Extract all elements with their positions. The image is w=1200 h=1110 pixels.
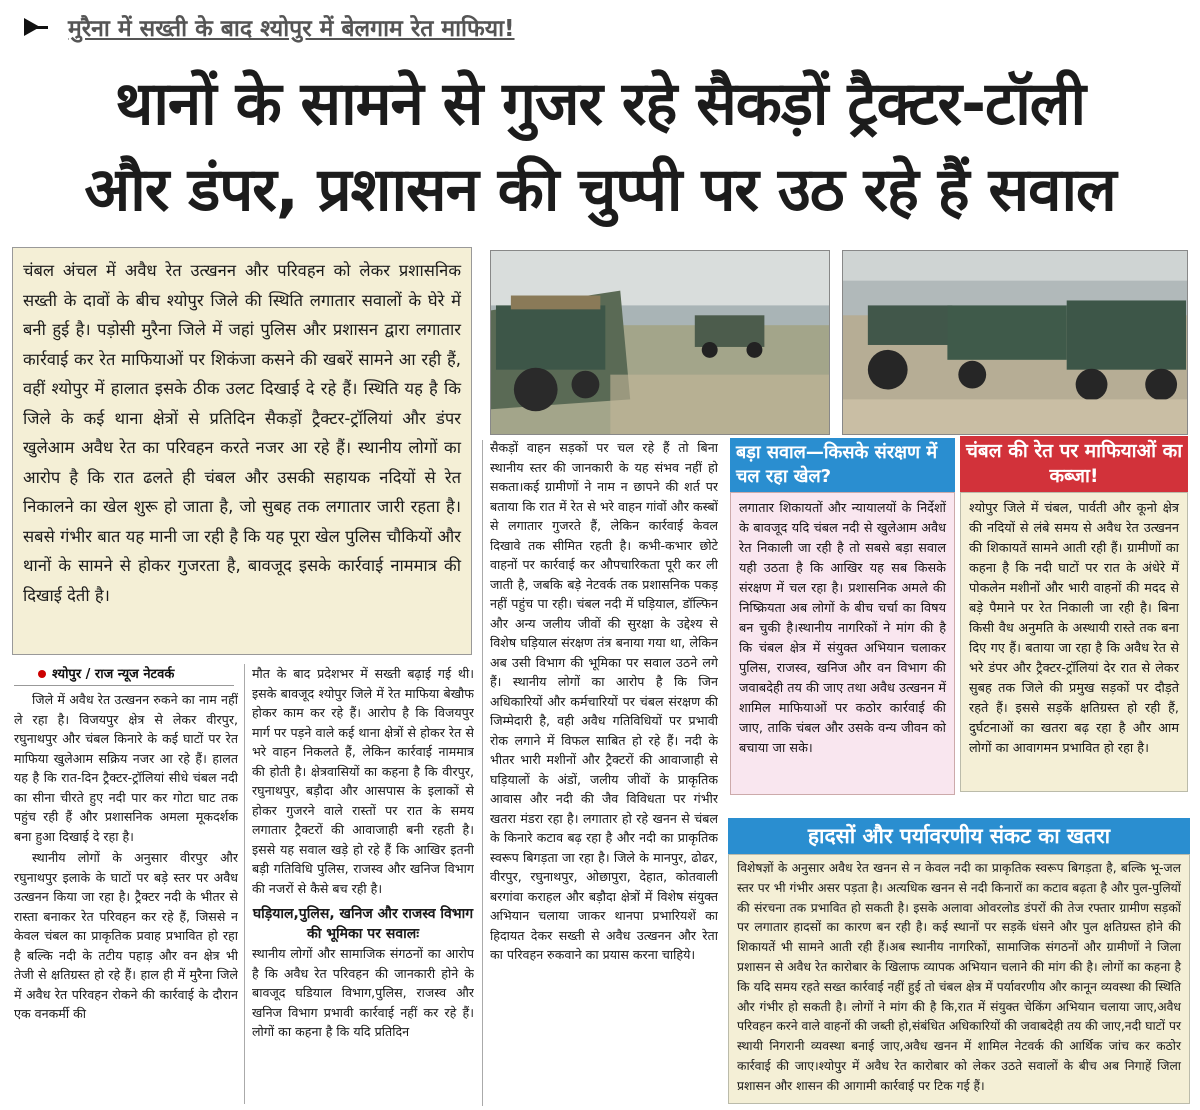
box-blue-title: बड़ा सवाल—किसके संरक्षण में चल रहा खेल?: [730, 438, 955, 492]
headline-line-2: और डंपर, प्रशासन की चुप्पी पर उठ रहे हैं सवाल: [84, 155, 1116, 225]
column-2-text-2: स्थानीय लोगों और सामाजिक संगठनों का आरोप है कि अवैध रेत परिवहन की जानकारी होने के बावजूद घडियाल विभाग,पुलिस, राजस्व और खनिज विभाग प्रभावी कार्रवाई नहीं कर रहे हैं। लोगों का कहना है कि यदि प्रतिदिन: [252, 946, 474, 1039]
headline-line-1: थानों के सामने से गुजर रहे सैकड़ों ट्रैक्टर-टॉली: [114, 69, 1085, 139]
intro-box: चंबल अंचल में अवैध रेत उत्खनन और परिवहन को लेकर प्रशासनिक सख्ती के दावों के बीच श्योपुर जिले की स्थिति लगातार सवालों के घेरे में बनी हुई है। पड़ोसी मुरैना जिले में जहां पुलिस और प्रशासन द्वारा लगातार कार्रवाई कर रेत माफियाओं पर शिकंजा कसने की खबरें सामने आ रही हैं, वहीं श्योपुर में हालात इसके ठीक उलट दिखाई दे रहे हैं। स्थिति यह है कि जिले के कई थाना क्षेत्रों से प्रतिदिन सैकड़ों ट्रैक्टर-ट्रॉलियां और डंपर खुलेआम अवैध रेत का परिवहन करते नजर आ रहे हैं। स्थानीय लोगों का आरोप है कि रात ढलते ही चंबल और उसकी सहायक नदियों से रेत निकालने का खेल शुरू हो जाता है, जो सुबह तक लगातार जारी रहता है। सबसे गंभीर बात यह मानी जा रही है कि यह पूरा खेल पुलिस चौकियों और थानों के सामने से होकर गुजरता है, बावजूद इसके कार्रवाई नाममात्र की दिखाई देती है।: [12, 247, 472, 655]
byline: [14, 664, 234, 686]
news-photo-right: [842, 250, 1188, 435]
box-env-title: हादसों और पर्यावरणीय संकट का खतरा: [728, 818, 1190, 854]
red-dot-icon: [38, 670, 46, 678]
column-divider: [482, 440, 483, 1106]
column-2-text-1: मौत के बाद प्रदेशभर में सख्ती बढ़ाई गई थी। इसके बावजूद श्योपुर जिले में रेत माफिया बेखौफ होकर काम कर रहे हैं। आरोप है कि विजयपुर मार्ग पर पड़ने वाले कई थाना क्षेत्रों से होकर रेत से भरे वाहन निकलते हैं, लेकिन कार्रवाई नाममात्र की होती है। क्षेत्रवासियों का कहना है कि वीरपुर, रघुनाथपुर, बड़ौदा और आसपास के इलाकों से होकर गुजरने वाले रास्तों पर रात के समय लगातार ट्रैक्टरों की आवाजाही बनी रहती है। इससे यह सवाल खड़े हो रहे हैं कि आखिर इतनी बड़ी गतिविधि पुलिस, राजस्व और खनिज विभाग की नजरों से कैसे बच रही है।: [252, 666, 474, 896]
column-2-subhead: घड़ियाल,पुलिस, खनिज और राजस्व विभाग की भूमिका पर सवालः: [252, 906, 474, 942]
arrow-head-icon: [24, 18, 40, 36]
byline-text: श्योपुर / राज न्यूज नेटवर्क: [52, 667, 175, 682]
box-env-body: विशेषज्ञों के अनुसार अवैध रेत खनन से न केवल नदी का प्राकृतिक स्वरूप बिगड़ता है, बल्कि भू-जल स्तर पर भी गंभीर असर पड़ता है। अत्यधिक खनन से नदी किनारों का कटाव बढ़ता है और पुल-पुलियों की संरचना तक प्रभावित हो सकती है। इसके अलावा ओवरलोड डंपरों की तेज रफ्तार ग्रामीण सड़कों पर लगातार हादसों का कारण बन रही है। कई स्थानों पर सड़कें धंसने और पुल क्षतिग्रस्त होने की शिकायतें भी सामने आती रही हैं।अब स्थानीय नागरिकों, सामाजिक संगठनों और ग्रामीणों ने जिला प्रशासन से अवैध रेत कारोबार के खिलाफ व्यापक अभियान चलाने की मांग की है। लोगों का कहना है कि यदि समय रहते सख्त कार्रवाई नहीं हुई तो चंबल क्षेत्र में पर्यावरणीय और कानून व्यवस्था की स्थिति और गंभीर हो सकती है। लोगों ने मांग की है कि,रात में संयुक्त चेकिंग अभियान चलाया जाए,अवैध परिवहन करने वाले वाहनों की जब्ती हो,संबंधित अधिकारियों की जवाबदेही तय की जाए,नदी घाटों पर स्थायी निगरानी व्यवस्था बनाई जाए,अवैध खनन में शामिल नेटवर्क की आर्थिक जांच कर कठोर कार्रवाई की जाए।श्योपुर में अवैध रेत कारोबार को लेकर उठते सवालों के बीच अब निगाहें जिला प्रशासन और शासन की आगामी कार्रवाई पर टिक गई हैं।: [728, 854, 1190, 1104]
kicker: [10, 10, 570, 44]
news-photo-left: [490, 250, 830, 435]
column-1-paragraph-1: जिले में अवैध रेत उत्खनन रुकने का नाम नहीं ले रहा है। विजयपुर क्षेत्र से लेकर वीरपुर, रघुनाथपुर और चंबल किनारे के कई घाटों पर रेत माफिया खुलेआम सक्रिय नजर आ रहे हैं। हालत यह है कि रात-दिन ट्रैक्टर-ट्रॉलियां सीधे चंबल नदी का सीना चीरते हुए नदी पार कर गोटा घाट तक पहुंच रही हैं और प्रशासनिक अमला मूकदर्शक बना हुआ दिखाई दे रहा है।: [14, 692, 238, 844]
kicker-text: मुरैना में सख्ती के बाद श्योपुर में बेलगाम रेत माफिया!: [68, 16, 515, 42]
column-1-paragraph-2: स्थानीय लोगों के अनुसार वीरपुर और रघुनाथपुर इलाके के घाटों पर बड़े स्तर पर अवैध उत्खनन किया जा रहा है। ट्रैक्टर नदी के भीतर से रास्ता बनाकर रेत परिवहन कर रहे हैं, जिससे न केवल चंबल का प्राकृतिक प्रवाह प्रभावित हो रहा है बल्कि नदी के तटीय पहाड़ और वन क्षेत्र भी तेजी से क्षतिग्रस्त हो रहे हैं। हाल ही में मुरैना जिले में अवैध रेत परिवहन रोकने की कार्रवाई के दौरान एक वनकर्मी की: [14, 850, 238, 1021]
box-red-body: श्योपुर जिले में चंबल, पार्वती और कूनो क्षेत्र की नदियों से लंबे समय से अवैध रेत उत्खनन की शिकायतें सामने आती रही हैं। ग्रामीणों का कहना है कि नदी घाटों पर रात के अंधेरे में पोकलेन मशीनों और भारी वाहनों की मदद से बड़े पैमाने पर रेत निकाली जा रही है। बिना किसी वैध अनुमति के अस्थायी रास्ते तक बना दिए गए हैं। बताया जा रहा है कि अवैध रेत से भरे डंपर और ट्रैक्टर-ट्रॉलियां देर रात से लेकर सुबह तक जिले की प्रमुख सड़कों पर दौड़ते रहते हैं। इससे सड़कें क्षतिग्रस्त हो रही हैं, दुर्घटनाओं का खतरा बढ़ रहा है और आम लोगों का आवागमन प्रभावित हो रहा है।: [960, 492, 1188, 792]
article-column-3: सैकड़ों वाहन सड़कों पर चल रहे हैं तो बिना स्थानीय स्तर की जानकारी के यह संभव नहीं हो सकता।कई ग्रामीणों ने नाम न छापने की शर्त पर बताया कि रात में रेत से भरे वाहन गांवों और कस्बों से लगातार गुजरते हैं, लेकिन कार्रवाई केवल दिखावे तक सीमित रहती है। कभी-कभार छोटे वाहनों पर कार्रवाई कर औपचारिकता पूरी कर ली जाती है, जबकि बड़े नेटवर्क तक प्रशासनिक पकड़ नहीं पहुंच पा रही। चंबल नदी में घड़ियाल, डॉल्फिन और अन्य जलीय जीवों की सुरक्षा के उद्देश्य से विशेष घड़ियाल संरक्षण तंत्र बनाया गया था, लेकिन अब उसी विभाग की भूमिका पर सवाल उठने लगे हैं। स्थानीय लोगों का आरोप है कि जिन अधिकारियों और कर्मचारियों पर चंबल संरक्षण की जिम्मेदारी है, वही अवैध गतिविधियों पर प्रभावी रोक लगाने में विफल साबित हो रहे हैं। नदी के भीतर भारी मशीनों और ट्रैक्टरों की आवाजाही से घड़ियालों के अंडों, जलीय जीवों के प्राकृतिक आवास और नदी की जैव विविधता पर गंभीर खतरा मंडरा रहा है। लगातार हो रहे खनन से चंबल के किनारे कटाव बढ़ रहा है और नदी का प्राकृतिक स्वरूप बिगड़ता जा रहा है। जिले के मानपुर, ढोढर, वीरपुर, रघुनाथपुर, ओछापुरा, देहात, कोतवाली बरगांवा कराहल और बड़ौदा क्षेत्रों में विशेष संयुक्त अभियान चलाया जाकर थानपा प्रभारियशें का हिदायत देकर सख्ती से अवैध उत्खनन और रेता का परिवहन रुकवाने का प्रयास करना चाहिये।: [490, 440, 718, 962]
column-divider: [244, 664, 245, 1104]
article-column-1: [14, 690, 238, 1105]
box-red-title: चंबल की रेत पर माफियाओं का कब्जा!: [960, 436, 1188, 492]
article-column-2: [252, 664, 474, 1106]
box-blue-body: लगातार शिकायतों और न्यायालयों के निर्देशों के बावजूद यदि चंबल नदी से खुलेआम अवैध रेत निकाली जा रही है तो सबसे बड़ा सवाल यही उठता है कि आखिर यह सब किसके संरक्षण में चल रहा है। प्रशासनिक अमले की निष्क्रियता अब लोगों के बीच चर्चा का विषय बन चुकी है।स्थानीय नागरिकों ने मांग की है कि चंबल क्षेत्र में संयुक्त अभियान चलाकर पुलिस, राजस्व, खनिज और वन विभाग की जवाबदेही तय की जाए तथा अवैध उत्खनन में शामिल माफियाओं पर कठोर कार्रवाई की जाए, ताकि चंबल और उसके वन्य जीवन को बचाया जा सके।: [730, 492, 955, 795]
